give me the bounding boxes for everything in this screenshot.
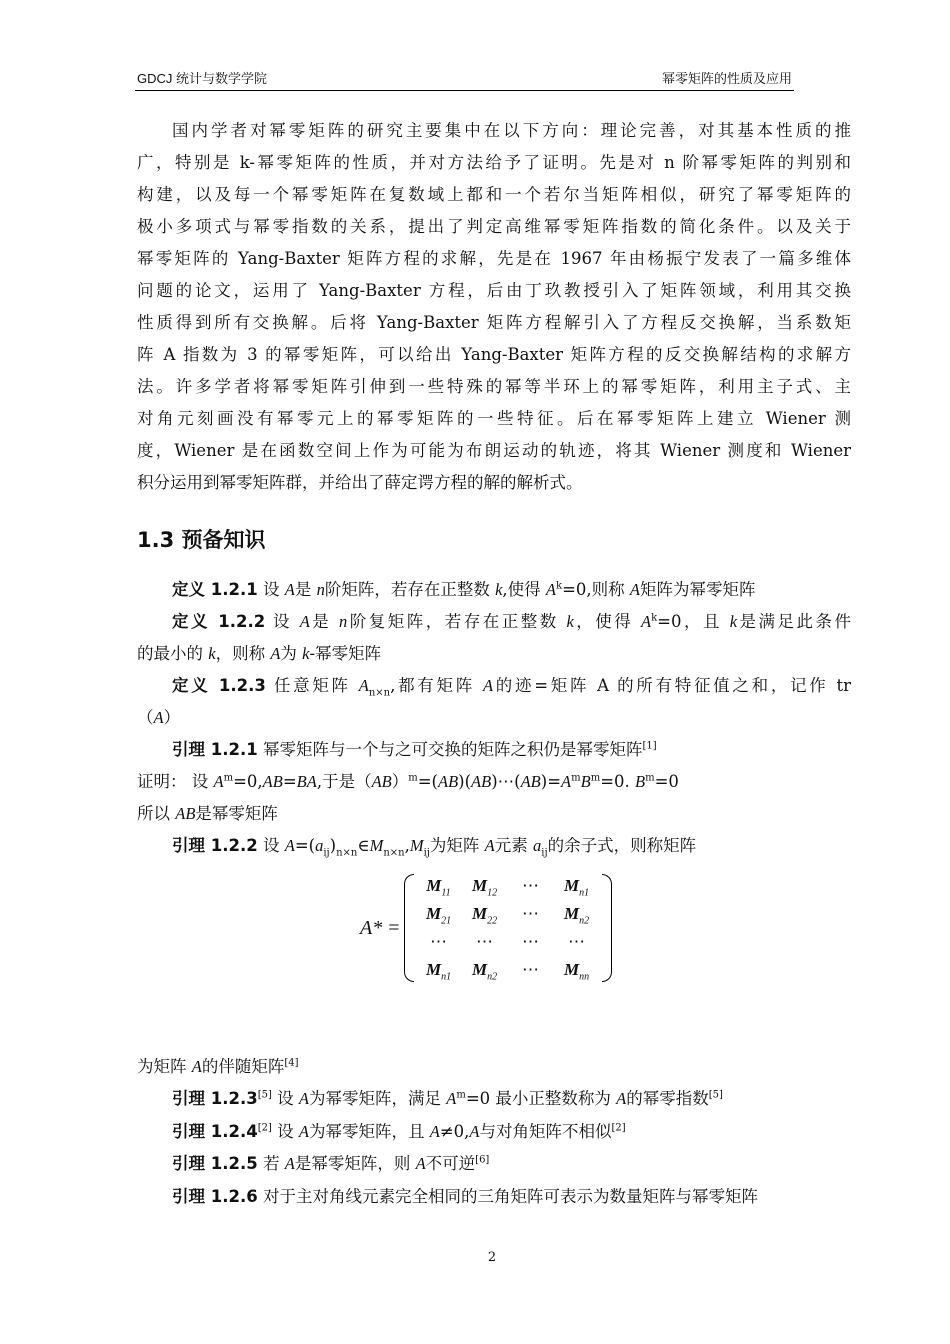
matrix-cell: ⋯ [568,932,585,951]
statement-label: 引理 1.2.6 [172,1187,258,1206]
text-segment: [4] [284,1057,299,1069]
text-segment: [5] [708,1089,723,1101]
text-segment: A [545,580,556,599]
text-segment: A [641,612,652,631]
text-segment: 所以 [137,804,176,823]
matrix-cell: ⋯ [476,932,493,951]
text-segment: AB [471,772,492,791]
text-segment: ） [391,772,409,791]
statement-line [172,1120,886,1144]
text-segment: 为 [280,644,303,663]
text-segment: k [729,612,738,631]
text-segment: )= [540,772,562,791]
text-segment: 证明： 设 [137,772,214,791]
paragraph-line: 国内学者对幂零矩阵的研究主要集中在以下方向：理论完善，对其基本性质的推 [172,121,851,140]
text-segment: A [298,1122,309,1141]
text-segment: 对于主对角线元素完全相同的三角矩阵可表示为数量矩阵与幂零矩阵 [257,1187,758,1206]
text-segment: =0, [233,772,263,791]
text-segment: AB [175,804,196,823]
statement-label: 定义 1.2.1 [172,580,258,599]
text-segment: ) [329,836,337,855]
text-segment: =0. [600,772,636,791]
text-segment: , [404,836,410,855]
text-segment: A [482,676,494,695]
text-segment: -幂零矩阵 [309,644,382,663]
section-title: 1.3 预备知识 [137,528,266,552]
text-segment: k [495,580,503,599]
text-segment: )( [458,772,472,791]
text-segment: 是满足此条件 [737,612,851,631]
statement-label: 引理 1.2.3 [172,1089,258,1108]
text-segment: 与对角矩阵不相似 [479,1122,612,1141]
text-segment: 若 [257,1154,285,1173]
text-segment: ,使得 [502,580,546,599]
text-segment: A [469,1122,480,1141]
text-segment: =0 最小正整数称为 [465,1089,617,1108]
text-segment: 设 [271,1122,299,1141]
statement-label: 引理 1.2.2 [172,836,258,855]
text-segment: 幂零矩阵与一个与之可交换的矩阵之积仍是幂零矩阵 [257,740,643,759]
matrix-cell: $M_{21}$ [425,904,452,927]
text-segment: m [645,772,655,784]
matrix-body [404,872,612,984]
text-segment: A [270,644,281,663]
matrix-cell: $M_{n1}$ [425,960,452,983]
text-segment: k [302,644,310,663]
text-segment: A [284,1154,295,1173]
text-segment: =0 [654,772,679,791]
text-segment: 不可逆 [425,1154,476,1173]
matrix-cell: $M_{nn}$ [563,960,590,983]
text-segment: B [580,772,591,791]
text-segment: （ [137,708,154,727]
text-segment: 是 [294,580,317,599]
statement-line [137,706,851,730]
text-segment: 矩阵为幂零矩阵 [639,580,756,599]
adjugate-matrix: A* = $M_{11}$ $M_{12}$ ⋯ $M_{n1}$ $M_{21}$ $M_{22}$ ⋯ $M_{n2}$ ⋯ ⋯ ⋯ ⋯ $M_{n1}$ $M_{n2}$ ⋯ $M_{nn}$ [360,872,612,984]
paragraph-line: 幂零矩阵的 Yang-Baxter 矩阵方程的求解，先是在 1967 年由杨振宁发表了一篇多维体 [137,249,851,268]
statement-label: 定义 1.2.2 [172,612,266,631]
text-segment: 元素 [494,836,533,855]
matrix-cell: $M_{12}$ [471,876,498,899]
text-segment: n×n [336,847,358,859]
text-segment: M [409,836,424,855]
text-segment: A [446,1089,457,1108]
text-segment: m [408,772,418,784]
statement-line [172,1185,886,1209]
text-segment: 为幂零矩阵，满足 [309,1089,447,1108]
paragraph-line: 构建，以及每一个幂零矩阵在复数域上都和一个若尔当矩阵相似，研究了幂零矩阵的 [137,185,851,204]
header-right: 幂零矩阵的性质及应用 [661,71,792,86]
text-segment: AB [520,772,541,791]
statement-line [137,1055,851,1079]
text-segment: A [358,676,369,695]
text-segment: A [191,1057,202,1076]
text-segment: k [556,580,563,592]
header-left: GDCJ 统计与数学学院 [137,71,268,86]
text-segment: 为矩阵 [137,1057,192,1076]
statement-line [172,738,886,762]
text-segment: A [284,580,295,599]
text-segment: A [561,772,572,791]
text-segment: a [533,836,542,855]
text-segment: =( [294,836,316,855]
text-segment: 设 [257,580,285,599]
text-segment: ij [541,847,548,859]
text-segment: M [369,836,384,855]
statement-label: 引理 1.2.1 [172,740,258,759]
text-segment: =0,则称 [562,580,630,599]
text-segment: n×n [368,687,391,699]
matrix-row [416,928,600,956]
matrix-cell: $M_{11}$ [426,876,451,899]
text-segment: m [456,1089,466,1101]
statement-line [172,834,886,858]
text-segment: 的最小的 [137,644,209,663]
text-segment: 为矩阵 [429,836,485,855]
text-segment: 的余子式，则称矩阵 [547,836,697,855]
matrix-row [416,956,600,984]
text-segment: m [590,772,601,784]
text-segment: A [213,772,224,791]
text-segment: A [616,1089,627,1108]
matrix-cell: $M_{22}$ [471,904,498,927]
text-segment: k [651,612,658,624]
text-segment: 的伴随矩阵 [201,1057,285,1076]
text-segment: ∈ [357,836,370,855]
text-segment: A [298,1089,309,1108]
text-segment: 任意矩阵 [265,676,359,695]
text-segment: m [571,772,581,784]
paragraph-line: 对角元刻画没有幂零元上的幂零矩阵的一些特征。后在幂零矩阵上建立 Wiener 测 [137,409,851,428]
text-segment: 是幂零矩阵 [195,804,278,823]
text-segment: [2] [611,1122,626,1134]
paragraph-line: 性质得到所有交换解。后将 Yang-Baxter 矩阵方程解引入了方程反交换解，当系数矩 [137,313,851,332]
text-segment: = [282,772,297,791]
text-segment: AB [438,772,459,791]
statement-line [137,642,851,666]
matrix-cell: ⋯ [522,876,539,895]
text-segment: n×n [383,847,405,859]
text-segment: [2] [257,1122,272,1134]
text-segment: A [299,612,310,631]
text-segment: A [284,836,295,855]
matrix-row [416,900,600,928]
paragraph-line: 度，Wiener 是在函数空间上作为可能为布朗运动的轨迹，将其 Wiener 测度和 Wiener [137,441,851,460]
text-segment: B [635,772,646,791]
text-segment: ij [423,847,430,859]
text-segment: 设 [265,612,300,631]
matrix-cell: ⋯ [430,932,447,951]
statement-label: 引理 1.2.4 [172,1122,258,1141]
statement-line [172,610,851,634]
statement-label: 引理 1.2.5 [172,1154,258,1173]
text-segment: A [415,1154,426,1173]
text-segment: AB [262,772,283,791]
matrix-cell: $M_{n2}$ [563,904,590,927]
paragraph-line: 问题的论文，运用了 Yang-Baxter 方程，后由丁玖教授引入了矩阵领域，利用其交换 [137,281,851,300]
text-segment: 阶矩阵，若存在正整数 [324,580,496,599]
text-segment: 是 [309,612,340,631]
statement-line [172,578,886,602]
text-segment: 设 [257,836,285,855]
paragraph-line: 积分运用到幂零矩阵群，并给出了薛定谔方程的解的解析式。 [137,473,583,492]
statement-line [172,674,851,698]
matrix-cell: $M_{n2}$ [471,960,498,983]
text-segment: AB [371,772,392,791]
statement-line [172,1152,886,1176]
matrix-row [416,872,600,900]
text-segment: A [629,580,640,599]
text-segment: [5] [257,1089,272,1101]
matrix-cell: ⋯ [522,932,539,951]
text-segment: 是幂零矩阵，则 [294,1154,416,1173]
text-segment: [6] [475,1154,490,1166]
text-segment: 为幂零矩阵，且 [309,1122,430,1141]
matrix-cell: ⋯ [522,960,539,979]
statement-label: 定义 1.2.3 [172,676,266,695]
text-segment: 的迹=矩阵 A 的所有特征值之和，记作 tr [493,676,852,695]
paragraph-line: 法。许多学者将幂零矩阵引伸到一些特殊的幂等半环上的幂零矩阵，利用主子式、主 [137,377,851,396]
text-segment: 阶复矩阵，若存在正整数 [347,612,567,631]
text-segment: ，使得 [573,612,641,631]
text-segment: )⋯( [491,772,521,791]
text-segment: BA [296,772,317,791]
text-segment: ） [163,708,181,727]
paragraph-line: 阵 A 指数为 3 的幂零矩阵，可以给出 Yang-Baxter 矩阵方程的反交换解结构的求解方 [137,345,851,364]
statement-line [137,770,851,794]
text-segment: A [429,1122,440,1141]
text-segment: 设 [271,1089,299,1108]
matrix-lhs: A* [360,916,383,939]
text-segment: ,都有矩阵 [390,676,483,695]
text-segment: n [316,580,325,599]
text-segment: =( [417,772,438,791]
matrix-cell: ⋯ [522,904,539,923]
text-segment: n [339,612,348,631]
statement-line [137,802,851,826]
text-segment: ≠0, [439,1122,470,1141]
text-segment: m [223,772,234,784]
text-segment: [1] [642,740,657,752]
text-segment: A [484,836,495,855]
paragraph-line: 广，特别是 k-幂零矩阵的性质，并对方法给予了证明。先是对 n 阶幂零矩阵的判别和 [137,153,851,172]
paragraph-line: 极小多项式与幂零指数的关系，提出了判定高维幂零矩阵指数的简化条件。以及关于 [137,217,851,236]
text-segment: k [208,644,216,663]
matrix-cell: $M_{n1}$ [563,876,590,899]
text-segment: ,于是（ [316,772,372,791]
statement-line [172,1087,886,1111]
page-number: 2 [487,1250,497,1265]
text-segment: ij [323,847,330,859]
text-segment: =0，且 [657,612,730,631]
text-segment: k [566,612,574,631]
text-segment: a [315,836,324,855]
header-divider [135,90,794,91]
text-segment: A [153,708,164,727]
text-segment: ，则称 [215,644,271,663]
text-segment: 的幂零指数 [626,1089,709,1108]
